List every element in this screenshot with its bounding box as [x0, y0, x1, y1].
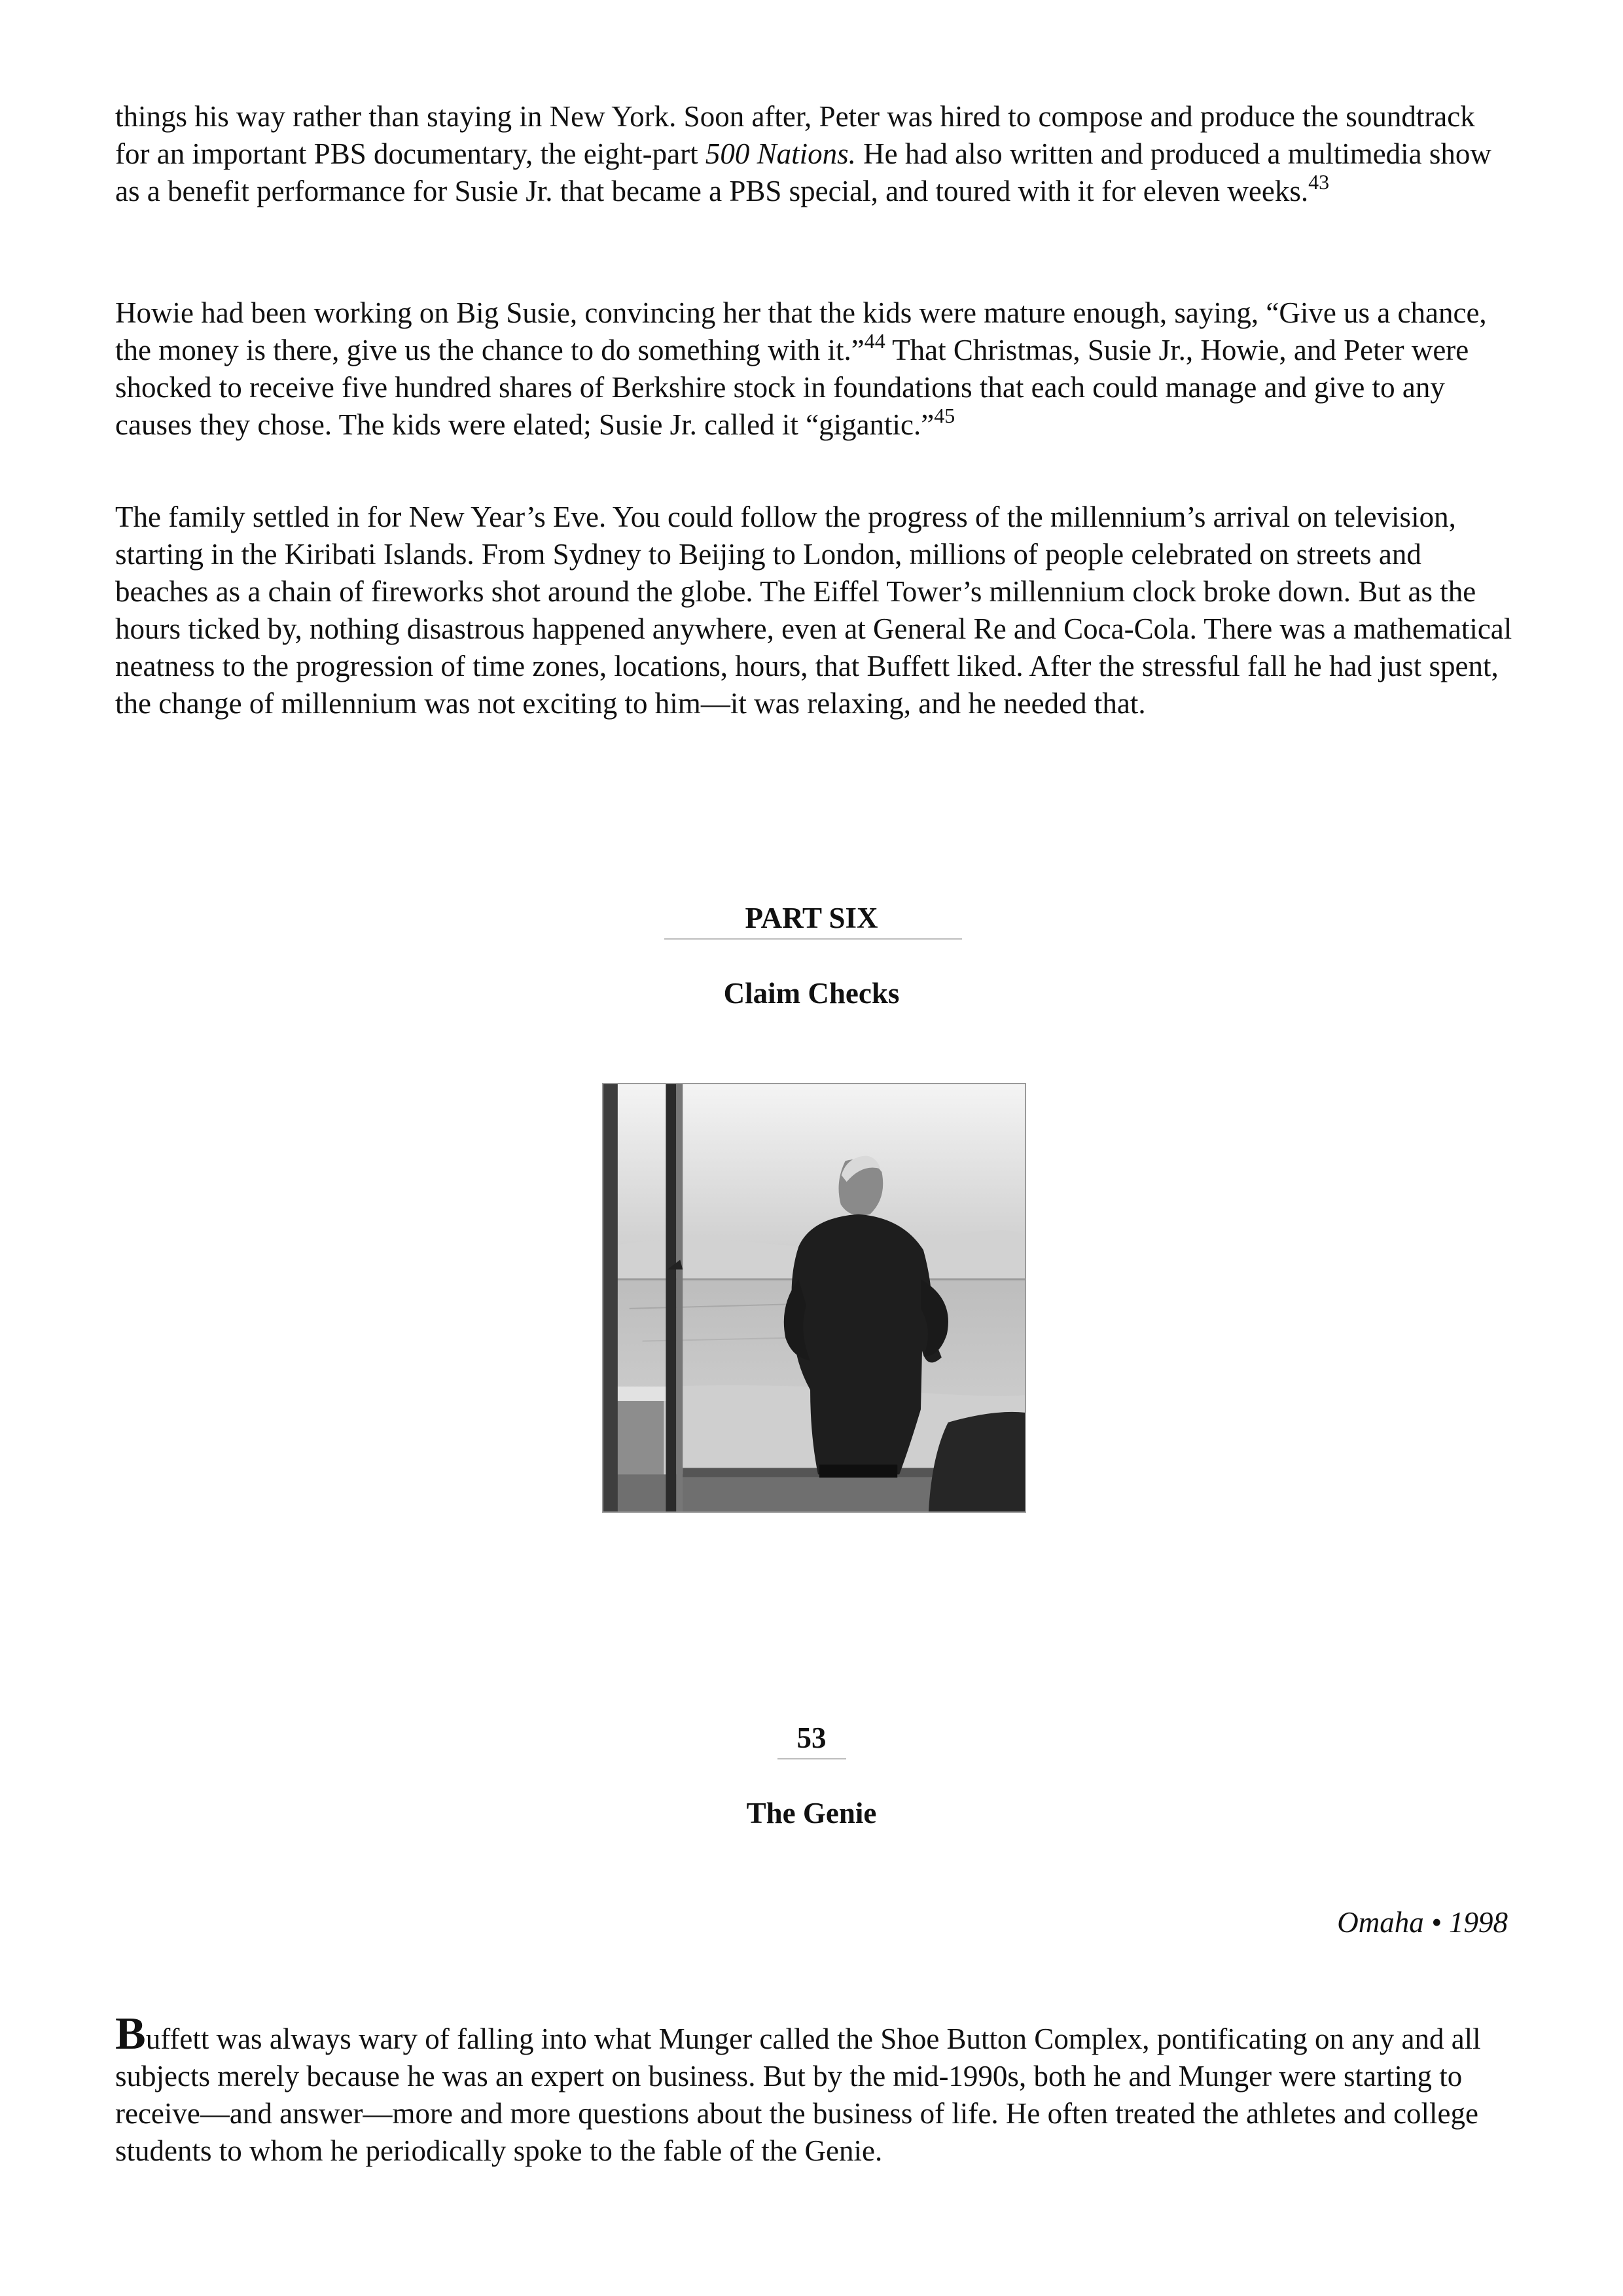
paragraph-text: uffett was always wary of falling into what Munger called the Shoe Button Complex, pontificating on any and all subjects merely because he was an expert on business. But by the mid-1990s, both he and Munger were starting to receive—and answer—more and more questions about the business of life. He often treated the athletes and college students to whom he periodically spoke to the fable of the Genie. [115, 2022, 1481, 2167]
paragraph-text: Howie had been working on Big Susie, convincing her that the kids were mature enough, saying, “Give us a chance, the money is there, give us the chance to do something with it.” [115, 296, 1487, 366]
paragraph-text: That Christmas, Susie Jr., Howie, and Peter were shocked to receive five hundred shares of Berkshire stock in foundations that each could manage and give to any causes they chose. The kids were elated; Susie Jr. called it “gigantic.” [115, 334, 1469, 441]
chapter-opening-paragraph [115, 2009, 1516, 2170]
chapter-dateline: Omaha • 1998 [1337, 1906, 1508, 1939]
paragraph-new-years-eve: The family settled in for New Year’s Eve. You could follow the progress of the millennium’s arrival on television, starting in the Kiribati Islands. From Sydney to Beijing to London, millions of people celebrated on streets and beaches as a chain of fireworks shot around the globe. The Eiffel Tower’s millennium clock broke down. But as the hours ticked by, nothing disastrous happened anywhere, even at General Re and Coca-Cola. There was a mathematical neatness to the progression of time zones, locations, hours, that Buffett liked. After the stressful fall he had just spent, the change of millennium was not exciting to him—it was relaxing, and he needed that. [115, 501, 1512, 720]
man-at-window-photo [603, 1084, 1025, 1511]
footnote-ref-43[interactable]: 43 [1308, 170, 1330, 194]
chapter-title: The Genie [746, 1797, 877, 1829]
drop-cap: B [115, 2009, 146, 2059]
part-title: Claim Checks [723, 977, 900, 1010]
documentary-title: 500 Nations. [705, 137, 856, 170]
paragraph-peter [115, 98, 1516, 210]
paragraph-text: He had also written and produced a multimedia show as a benefit performance for Susie Jr. that became a PBS special, and toured with it for eleven weeks. [115, 137, 1491, 207]
paragraph-howie [115, 294, 1516, 444]
chapter-rule [777, 1758, 846, 1759]
part-label: PART SIX [745, 902, 878, 934]
footnote-ref-44[interactable]: 44 [864, 329, 885, 353]
chapter-number: 53 [796, 1722, 827, 1754]
part-photo [602, 1083, 1026, 1513]
part-rule [664, 938, 962, 940]
footnote-ref-45[interactable]: 45 [934, 404, 955, 427]
paragraph-text: things his way rather than staying in New York. Soon after, Peter was hired to compose and produce the soundtrack for an important PBS documentary, the eight-part [115, 100, 1475, 170]
